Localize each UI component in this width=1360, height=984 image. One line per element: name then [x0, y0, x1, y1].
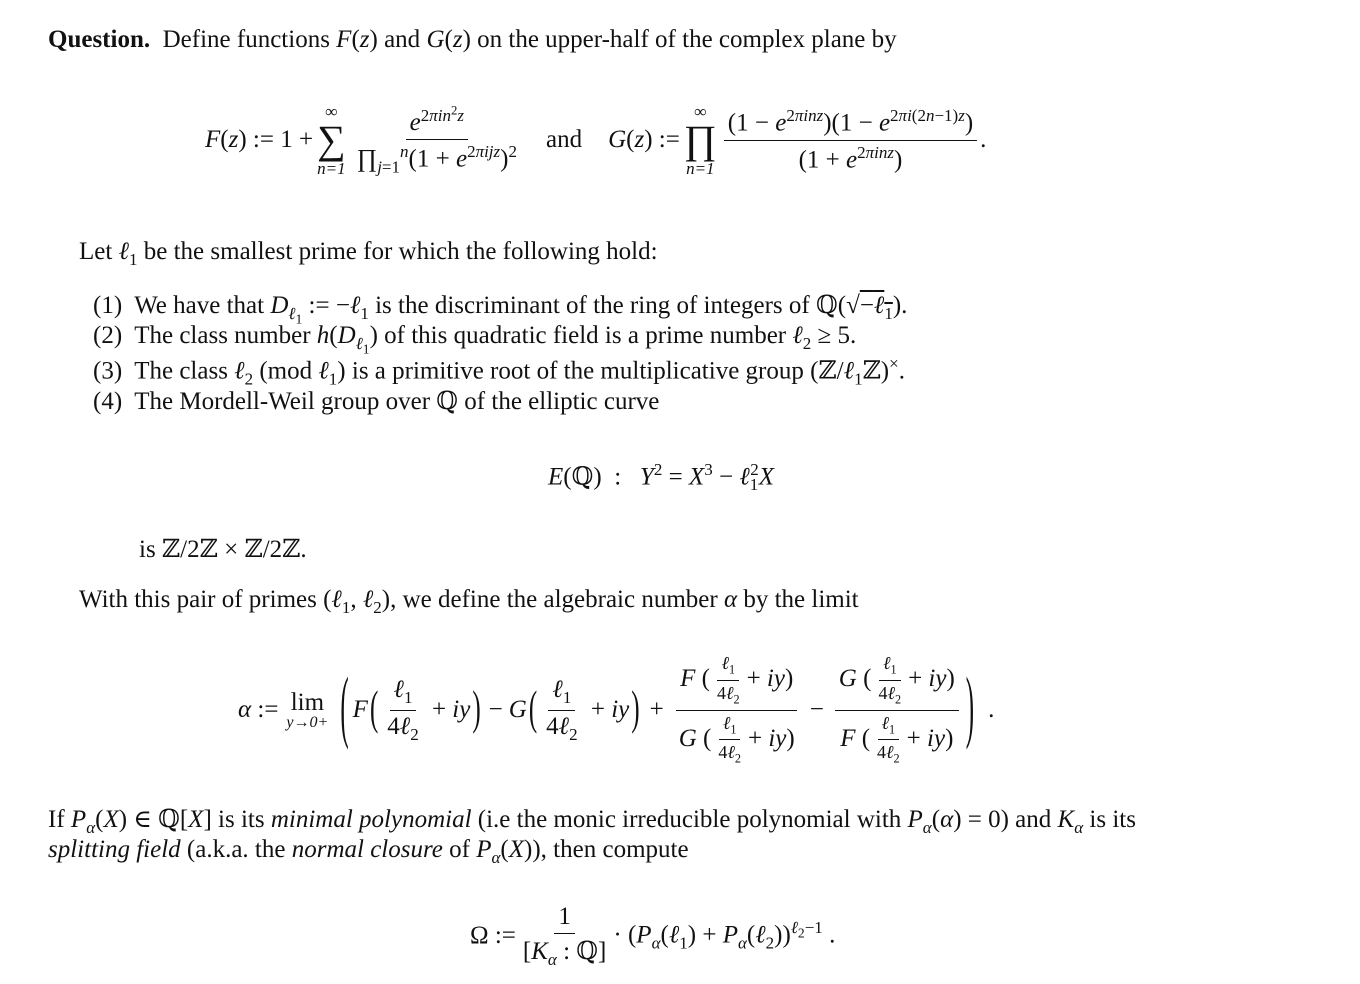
definition-equation: [205, 98, 986, 182]
condition-3: (3) The class ℓ$_2$ (mod ℓ$_1$) is a primitive root of the multiplicative group (ℤ/ℓ$_1$ℤ)×.: [93, 354, 905, 389]
question-label: Question.: [48, 26, 151, 53]
period: .: [980, 126, 987, 153]
let-line: Let ℓ$_1$ be the smallest prime for which the following hold:: [79, 238, 658, 269]
pair-line: With this pair of primes (ℓ$_1$, ℓ$_2$), we define the algebraic number α by the limit: [79, 586, 859, 617]
G-over-F-fraction: G ( $\frac{\ell_1}{4\ell_2}$ + iy) F ( $\frac{\ell_1}{4\ell_2}$ + iy): [835, 653, 959, 766]
omega-equation: [470, 900, 835, 972]
condition-2: (2) The class number $h(D_{\ell_1})$ of this quadratic field is a prime number ℓ$_2$ ≥ 5.: [93, 322, 857, 357]
F-lhs: F(z) := 1 +: [205, 126, 314, 153]
sum-operator: ∞ ∑ n=1: [317, 102, 346, 178]
limit-operator: lim y→0+: [286, 688, 329, 731]
omega-fraction: $\frac{1}{[K_\alpha : ℚ]}$: [522, 902, 607, 969]
product-operator: ∞ ∏ n=1: [683, 102, 717, 178]
omega-lhs: Ω :=: [470, 922, 516, 949]
question-intro: [48, 26, 897, 54]
elliptic-curve-equation: E(ℚ) : $Y^2 = X^3$ − ℓ$_1^2$X: [548, 460, 775, 495]
polynomial-text-line-2: splitting field (a.k.a. the normal closure of $P_\alpha(X)$), then compute: [48, 836, 689, 867]
and-text: and: [545, 126, 583, 153]
G-fraction: $\frac{(1 - e^{2\pi inz})(1 - e^{2\pi i(2n-1)z})}{(1 + e^{2\pi inz})}$: [724, 106, 977, 174]
condition-1: (1) We have that $D_{\ell_1}$ := −ℓ$_1$ is the discriminant of the ring of integers of ℚ(√−ℓ$_1$).: [93, 292, 908, 327]
alpha-lhs: α :=: [238, 696, 279, 723]
G-lhs: G(z) :=: [608, 126, 680, 153]
F-over-G-fraction: F ( $\frac{\ell_1}{4\ell_2}$ + iy) G ( $\frac{\ell_1}{4\ell_2}$ + iy): [675, 653, 799, 766]
omega-rhs: · ($P_\alpha(\ell_1)$ + $P_\alpha(\ell_2))^{\ell_2-1}$ .: [613, 918, 836, 953]
condition-4: (4) The Mordell-Weil group over ℚ of the elliptic curve: [93, 388, 660, 415]
polynomial-text-line-1: If $P_\alpha(X)$ ∈ ℚ[X] is its minimal polynomial (i.e the monic irreducible polynomial with $P_\alpha(\alpha) = 0$) and $K_\alpha$ is its: [48, 806, 1136, 837]
F-fraction: $\frac{e^{2\pi in^2z}}{\prod_{j=1}^n(1 + e^{2\pi ijz})^2}$: [356, 102, 517, 177]
group-line: is ℤ/2ℤ × ℤ/2ℤ.: [139, 536, 307, 563]
question-text: Define functions F(z) and G(z) on the upper-half of the complex plane by: [156, 26, 897, 53]
alpha-equation: α := lim y→0+ ( F ( $\frac{\ell_1}{4\ell_2}$ + iy ) − G ( $\frac{\ell_1}{4\ell_2}$ + iy ) + F ( $\frac{\ell_1}{4\ell_2}$ + iy) G ( $\frac{\ell_1}{4\ell_2}$ + iy) − G ( $\frac{\ell_1}{4\ell_2}$ + iy) F ( $\frac{\ell_1}{4\ell_2}$ + iy) ) .: [238, 653, 995, 766]
